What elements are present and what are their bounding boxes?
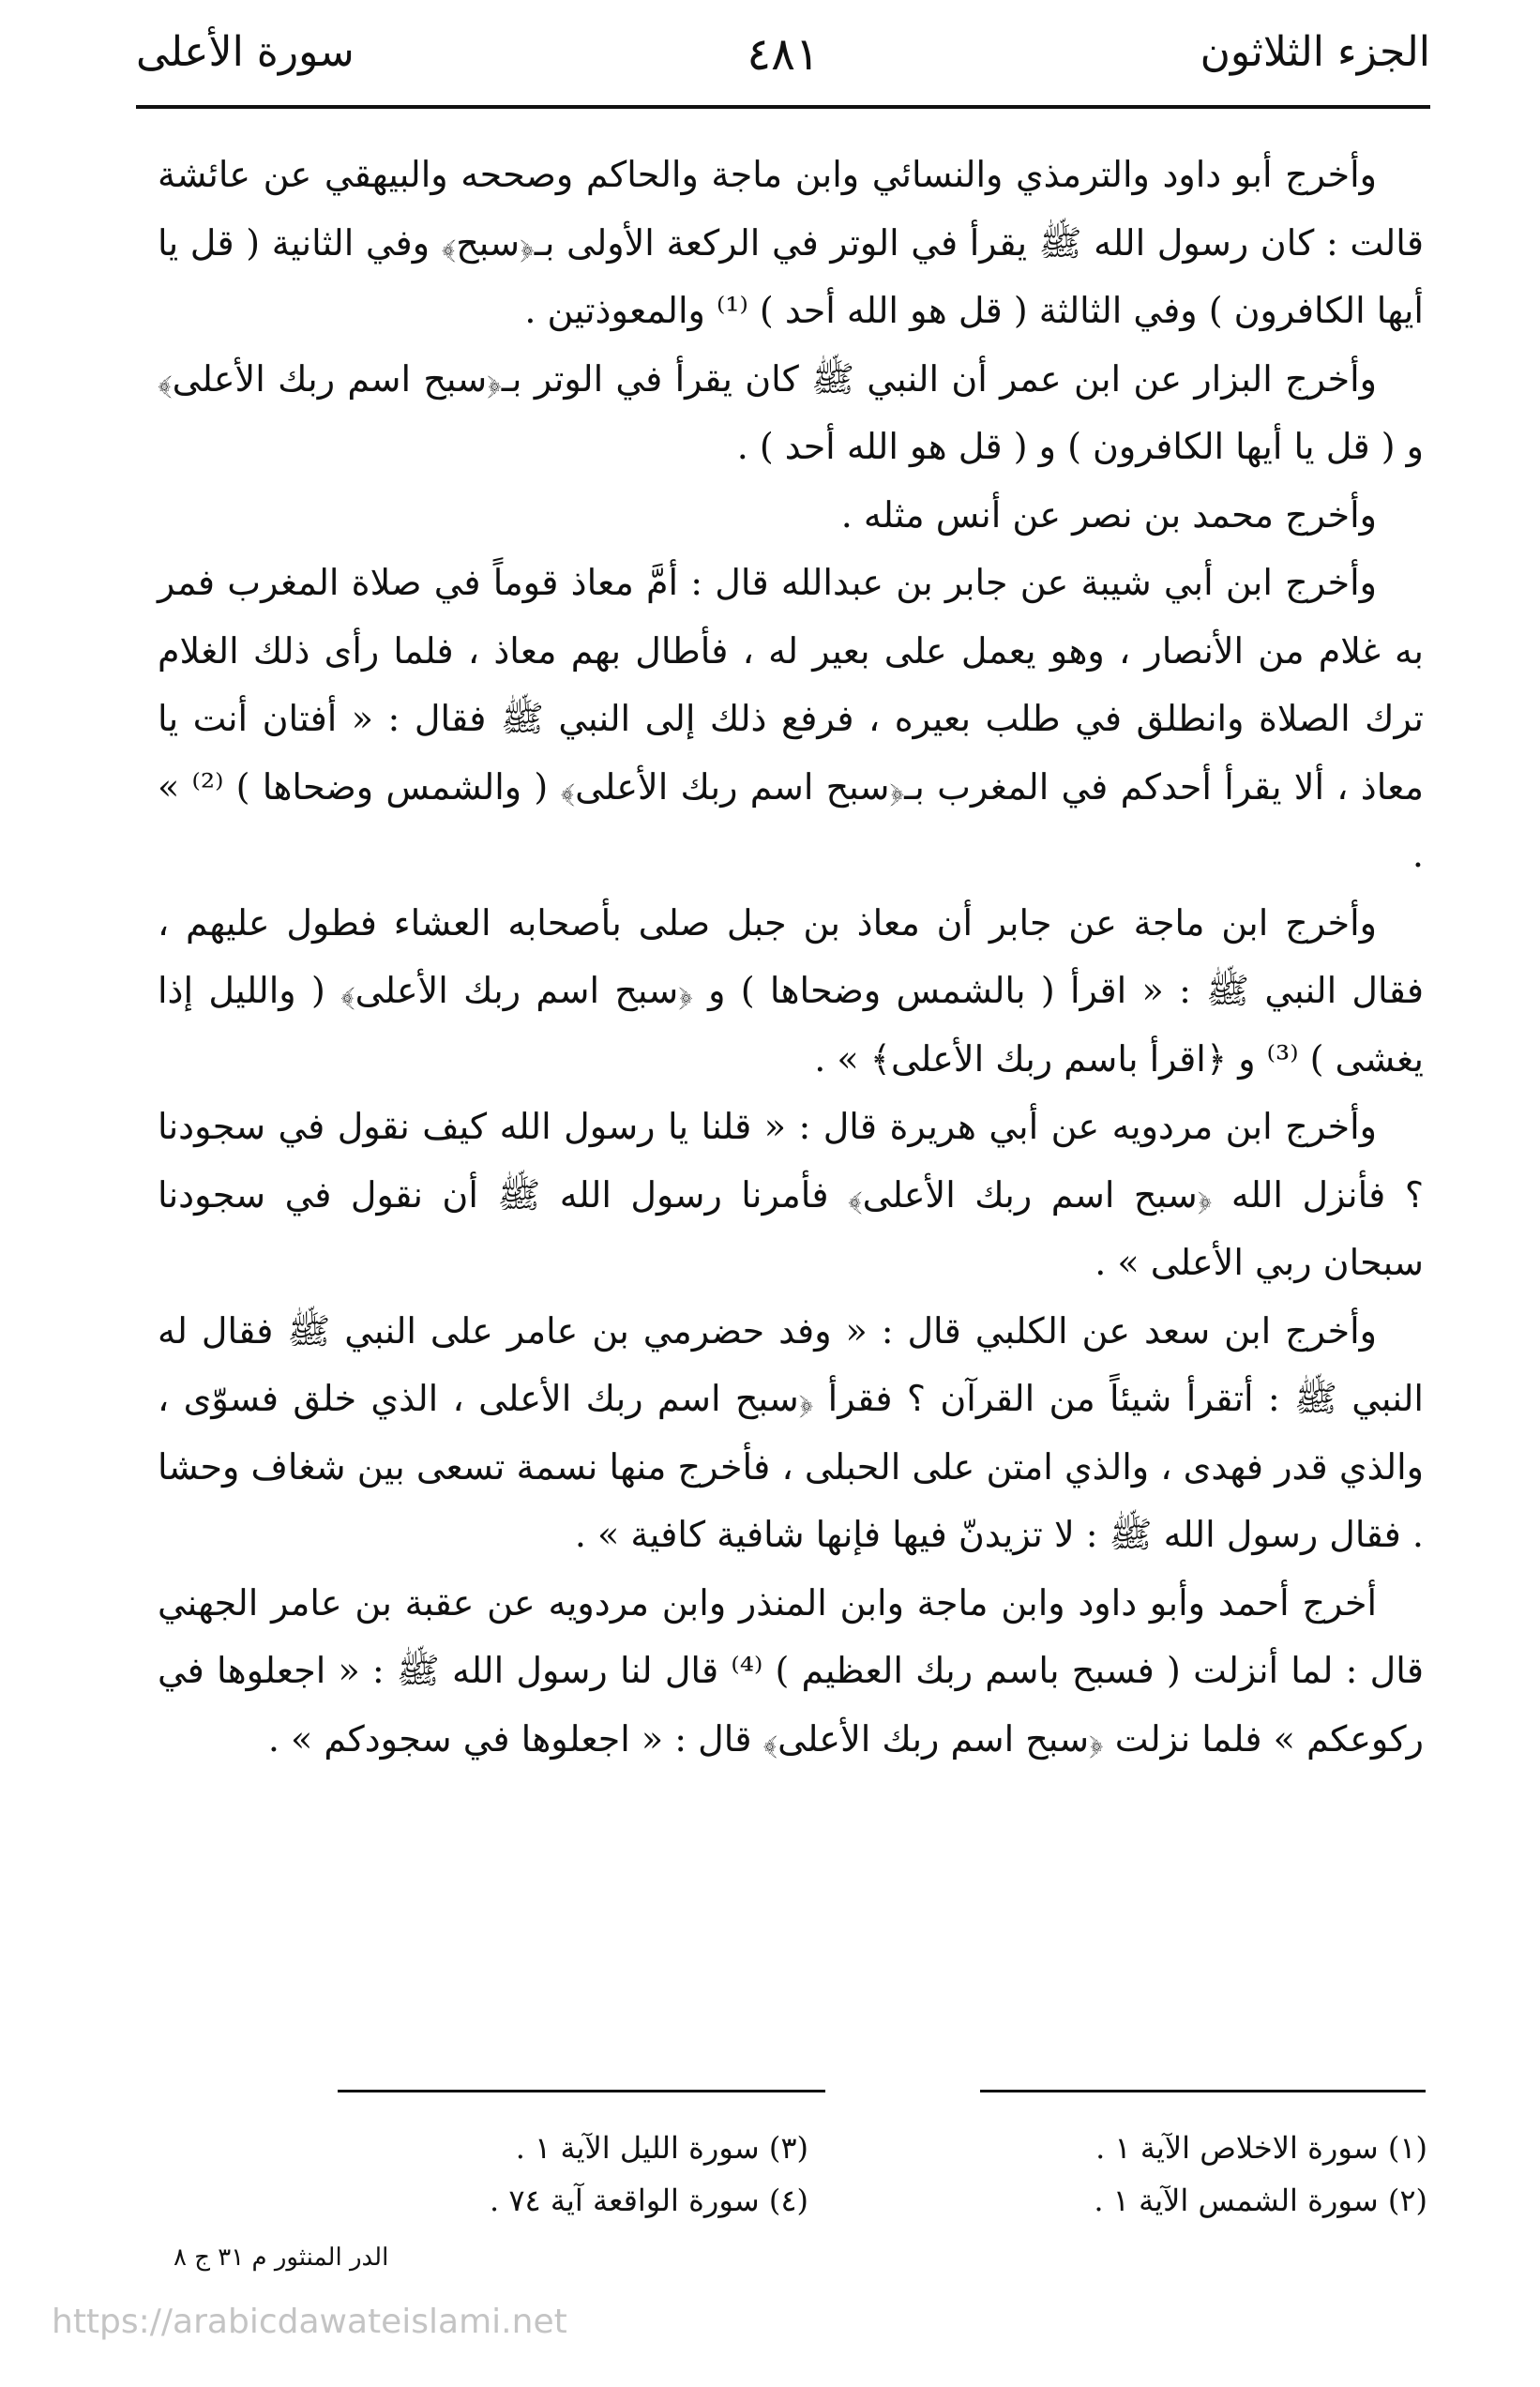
paragraph: وأخرج البزار عن ابن عمر أن النبي ﷺ كان يقرأ في الوتر بـ﴿سبح اسم ربك الأعلى﴾ و ( قل يا أيها الكافرون ) و ( قل هو الله أحد ) . — [158, 357, 1424, 467]
page-header — [136, 28, 1430, 94]
paragraph: وأخرج ابن ماجة عن جابر أن معاذ بن جبل صلى بأصحابه العشاء فطول عليهم ، فقال النبي ﷺ : « اقرأ ( بالشمس وضحاها ) و ﴿سبح اسم ربك الأعلى﴾ ( والليل إذا يغشى ) ⁽³⁾ و ﴿اقرأ باسم ربك الأعلى﴾ » . — [158, 901, 1424, 1080]
juz-title: الجزء الثلاثون — [1200, 28, 1430, 76]
paragraph: وأخرج ابن مردويه عن أبي هريرة قال : « قلنا يا رسول الله كيف نقول في سجودنا ؟ فأنزل الله ﴿سبح اسم ربك الأعلى﴾ فأمرنا رسول الله ﷺ أن نقول في سجودنا سبحان ربي الأعلى » . — [158, 1106, 1424, 1283]
footnote: (٢) سورة الشمس الآية ١ . — [1094, 2183, 1427, 2218]
paragraph: وأخرج ابن سعد عن الكلبي قال : « وفد حضرمي بن عامر على النبي ﷺ فقال له النبي ﷺ : أتقرأ شيئاً من القرآن ؟ فقرأ ﴿سبح اسم ربك الأعلى ، الذي خلق فسوّى ، والذي قدر فهدى ، والذي امتن على الحبلى ، فأخرج منها نسمة تسعى بين شغاف وحشا . فقال رسول الله ﷺ : لا تزيدنّ فيها فإنها شافية كافية » . — [158, 1309, 1424, 1555]
paragraph: وأخرج ابن أبي شيبة عن جابر بن عبدالله قال : أمَّ معاذ قوماً في صلاة المغرب فمر به غلام من الأنصار ، وهو يعمل على بعير له ، فأطال بهم معاذ ، فلما رأى ذلك الغلام ترك الصلاة وانطلق في طلب بعيره ، فرفع ذلك إلى النبي ﷺ فقال : « أفتان أنت يا معاذ ، ألا يقرأ أحدكم في المغرب بـ﴿سبح اسم ربك الأعلى﴾ ( والشمس وضحاها ) ⁽²⁾ » . — [158, 562, 1424, 875]
footnote: (١) سورة الاخلاص الآية ١ . — [1095, 2130, 1427, 2166]
footnote-divider-right — [980, 2090, 1426, 2092]
footnotes-right-column — [987, 2122, 1427, 2227]
page-number: ٤٨١ — [747, 28, 820, 81]
paragraph: أخرج أحمد وأبو داود وابن ماجة وابن المنذر وابن مردويه عن عقبة بن عامر الجهني قال : لما أنزلت ( فسبح باسم ربك العظيم ) ⁽⁴⁾ قال لنا رسول الله ﷺ : « اجعلوها في ركوعكم » فلما نزلت ﴿سبح اسم ربك الأعلى﴾ قال : « اجعلوها في سجودكم » . — [158, 1581, 1424, 1760]
surah-title: سورة الأعلى — [136, 28, 355, 76]
paragraph: وأخرج أبو داود والترمذي والنسائي وابن ماجة والحاكم وصححه والبيهقي عن عائشة قالت : كان رسول الله ﷺ يقرأ في الوتر في الركعة الأولى بـ﴿سبح﴾ وفي الثانية ( قل يا أيها الكافرون ) وفي الثالثة ( قل هو الله أحد ) ⁽¹⁾ والمعوذتين . — [158, 154, 1424, 331]
paragraph: وأخرج محمد بن نصر عن أنس مثله . — [840, 493, 1377, 536]
footnote: (٤) سورة الواقعة آية ٧٤ . — [489, 2183, 808, 2218]
main-text — [158, 141, 1424, 1773]
watermark-url: https://arabicdawateislami.net — [52, 2303, 567, 2341]
footnote-divider-left — [338, 2090, 825, 2092]
source-reference: الدر المنثور م ٣١ ج ٨ — [174, 2243, 389, 2272]
footnotes-left-column — [368, 2122, 808, 2227]
header-divider — [136, 105, 1430, 109]
footnote: (٣) سورة الليل الآية ١ . — [515, 2130, 808, 2166]
